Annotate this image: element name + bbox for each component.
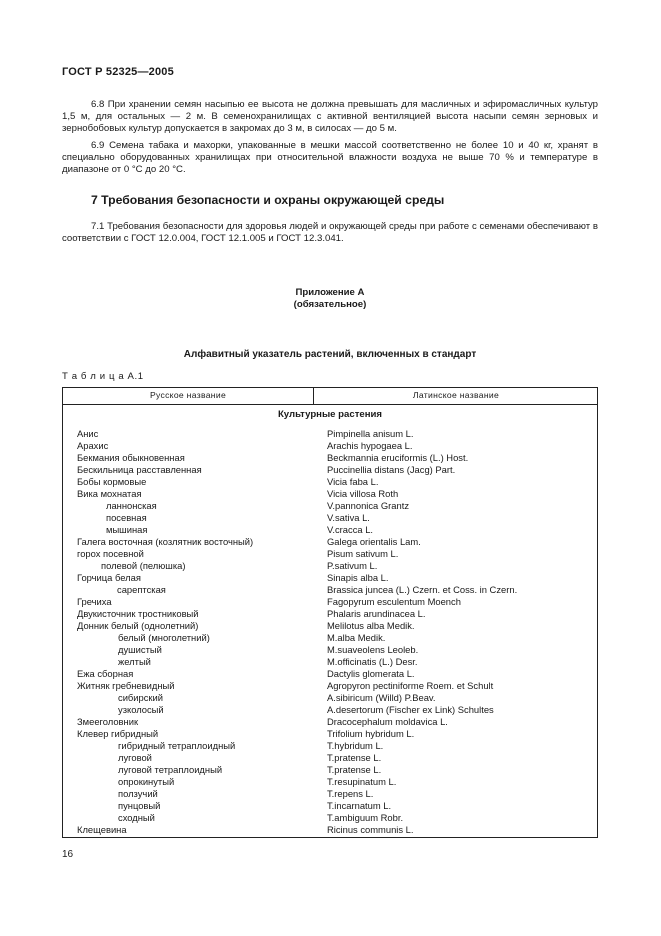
latin-name: M.alba Medik. — [327, 632, 386, 643]
latin-name: M.officinatis (L.) Desr. — [327, 656, 418, 667]
plants-table — [62, 387, 598, 838]
latin-name: T.incarnatum L. — [327, 800, 392, 811]
russian-name: Ежа сборная — [77, 668, 134, 679]
table-row — [63, 524, 597, 536]
column-header-latin: Латинское название — [412, 390, 500, 400]
latin-name: Phalaris arundinacea L. — [327, 608, 426, 619]
table-header — [63, 388, 597, 405]
russian-name: луговой тетраплоидный — [118, 764, 223, 775]
table-row — [63, 596, 597, 608]
section-7-title: 7 Требования безопасности и охраны окружающей среды — [91, 193, 445, 207]
russian-name: Змееголовник — [77, 716, 139, 727]
table-row — [63, 824, 597, 836]
latin-name: T.pratense L. — [327, 752, 382, 763]
latin-name: Beckmannia eruciformis (L.) Host. — [327, 452, 469, 463]
table-row — [63, 500, 597, 512]
appendix-title: Приложение А — [295, 287, 365, 298]
russian-name: Вика мохнатая — [77, 488, 142, 499]
latin-name: A.desertorum (Fischer ex Link) Schultes — [327, 704, 494, 715]
russian-name: желтый — [118, 656, 151, 667]
table-row — [63, 644, 597, 656]
latin-name: A.sibiricum (Willd) P.Beav. — [327, 692, 436, 703]
table-row — [63, 476, 597, 488]
russian-name: сходный — [118, 812, 155, 823]
latin-name: Melilotus alba Medik. — [327, 620, 415, 631]
russian-name: Клевер гибридный — [77, 728, 159, 739]
paragraph-6-9 — [62, 140, 598, 177]
russian-name: Бобы кормовые — [77, 476, 147, 487]
russian-name: гибридный тетраплоидный — [118, 740, 236, 751]
table-row — [63, 668, 597, 680]
latin-name: Sinapis alba L. — [327, 572, 389, 583]
appendix-note: (обязательное) — [293, 299, 367, 310]
russian-name: сарептская — [117, 584, 166, 595]
table-row — [63, 440, 597, 452]
paragraph-6-8 — [62, 99, 598, 136]
latin-name: Vicia faba L. — [327, 476, 379, 487]
table-row — [63, 800, 597, 812]
table-row — [63, 716, 597, 728]
latin-name: Galega orientalis Lam. — [327, 536, 421, 547]
table-rows — [63, 428, 597, 836]
russian-name: ползучий — [118, 788, 158, 799]
latin-name: Dracocephalum moldavica L. — [327, 716, 448, 727]
document-header: ГОСТ Р 52325—2005 — [62, 66, 174, 78]
paragraph-6-9-text: 6.9 Семена табака и махорки, упакованные в мешки массой соответственно не более 10 и 40 кг, хранят в специально оборудованных хранилищах при относительной влажности воздуха не выше 70 % и температуре в диапазоне от 0 °С до 20 °С. — [62, 140, 598, 176]
latin-name: T.pratense L. — [327, 764, 382, 775]
russian-name: Горчица белая — [77, 572, 141, 583]
russian-name: белый (многолетний) — [118, 632, 210, 643]
table-label: Т а б л и ц а А.1 — [62, 371, 144, 382]
latin-name: T.repens L. — [327, 788, 374, 799]
latin-name: P.sativum L. — [327, 560, 378, 571]
russian-name: Анис — [77, 428, 99, 439]
russian-name: горох посевной — [77, 548, 144, 559]
table-row — [63, 428, 597, 440]
table-row — [63, 776, 597, 788]
latin-name: Arachis hypogaea L. — [327, 440, 413, 451]
table-row — [63, 656, 597, 668]
latin-name: Puccinellia distans (Jacg) Part. — [327, 464, 456, 475]
table-row — [63, 536, 597, 548]
table-row — [63, 704, 597, 716]
index-title: Алфавитный указатель растений, включенных в стандарт — [183, 349, 477, 360]
russian-name: луговой — [118, 752, 152, 763]
latin-name: V.sativa L. — [327, 512, 370, 523]
table-row — [63, 452, 597, 464]
table-row — [63, 812, 597, 824]
latin-name: V.cracca L. — [327, 524, 374, 535]
table-row — [63, 632, 597, 644]
russian-name: узколосый — [118, 704, 164, 715]
latin-name: M.suaveolens Leoleb. — [327, 644, 419, 655]
russian-name: Донник белый (однолетний) — [77, 620, 199, 631]
table-row — [63, 752, 597, 764]
table-row — [63, 740, 597, 752]
table-row — [63, 464, 597, 476]
russian-name: Клещевина — [77, 824, 127, 835]
column-header-russian: Русское название — [149, 390, 227, 400]
latin-name: Brassica juncea (L.) Czern. et Coss. in Czern. — [327, 584, 518, 595]
russian-name: мышиная — [106, 524, 148, 535]
latin-name: Pisum sativum L. — [327, 548, 399, 559]
latin-name: Ricinus communis L. — [327, 824, 414, 835]
latin-name: Pimpinella anisum L. — [327, 428, 414, 439]
page-number: 16 — [62, 849, 74, 860]
russian-name: Житняк гребневидный — [77, 680, 175, 691]
table-row — [63, 572, 597, 584]
table-row — [63, 608, 597, 620]
russian-name: опрокинутый — [118, 776, 175, 787]
russian-name: ланнонская — [106, 500, 157, 511]
russian-name: Галега восточная (козлятник восточный) — [77, 536, 254, 547]
russian-name: сибирский — [118, 692, 164, 703]
paragraph-6-8-text: 6.8 При хранении семян насыпью ее высота не должна превышать для масличных и эфиромасличных культур 1,5 м, для остальных — 2 м. В семенохранилищах с активной вентиляцией высота насыпи семян зерновых и зернобобовых культур допускается в закромах до 3 м, в силосах — до 5 м. — [62, 99, 598, 135]
russian-name: Гречиха — [77, 596, 112, 607]
table-row — [63, 584, 597, 596]
paragraph-7-1 — [62, 221, 598, 245]
table-row — [63, 728, 597, 740]
russian-name: Бескильница расставленная — [77, 464, 202, 475]
latin-name: Trifolium hybridum L. — [327, 728, 415, 739]
latin-name: Agropyron pectiniforme Roem. et Schult — [327, 680, 494, 691]
latin-name: Fagopyrum esculentum Moench — [327, 596, 461, 607]
table-row — [63, 764, 597, 776]
table-row — [63, 512, 597, 524]
russian-name: пунцовый — [118, 800, 161, 811]
russian-name: полевой (пелюшка) — [101, 560, 186, 571]
latin-name: V.pannonica Grantz — [327, 500, 410, 511]
russian-name: душистый — [118, 644, 162, 655]
russian-name: посевная — [106, 512, 147, 523]
latin-name: Vicia villosa Roth — [327, 488, 399, 499]
table-row — [63, 680, 597, 692]
table-row — [63, 620, 597, 632]
table-row — [63, 488, 597, 500]
latin-name: T.resupinatum L. — [327, 776, 397, 787]
russian-name: Арахис — [77, 440, 109, 451]
table-row — [63, 692, 597, 704]
table-row — [63, 560, 597, 572]
latin-name: Dactylis glomerata L. — [327, 668, 415, 679]
table-row — [63, 788, 597, 800]
russian-name: Бекмания обыкновенная — [77, 452, 185, 463]
table-group-title: Культурные растения — [277, 409, 383, 420]
latin-name: T.hybridum L. — [327, 740, 384, 751]
russian-name: Двукисточник тростниковый — [77, 608, 199, 619]
latin-name: T.ambiguum Robr. — [327, 812, 404, 823]
table-row — [63, 548, 597, 560]
paragraph-7-1-text: 7.1 Требования безопасности для здоровья людей и окружающей среды при работе с семенами обеспечивают в соответствии с ГОСТ 12.0.004, ГОСТ 12.1.005 и ГОСТ 12.3.041. — [62, 221, 598, 245]
